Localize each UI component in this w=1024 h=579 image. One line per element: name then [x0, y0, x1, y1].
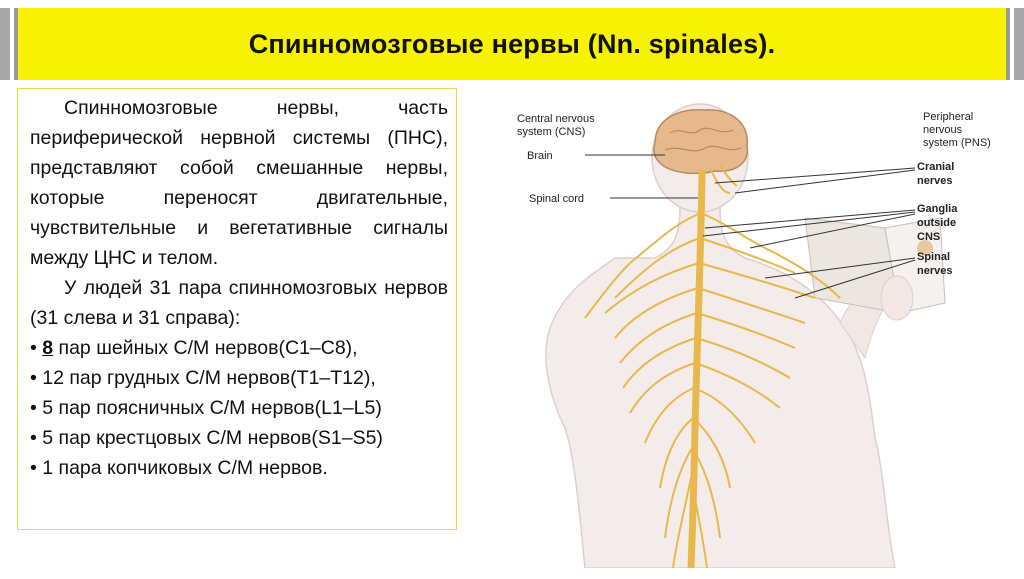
- title-bar: [14, 8, 1010, 80]
- label-pns-3: system (PNS): [923, 137, 991, 149]
- label-ganglia-1: Ganglia: [917, 203, 958, 215]
- label-pns-2: nervous: [923, 124, 963, 136]
- list-item: • 8 пар шейных С/М нервов(С1–С8),: [30, 337, 358, 359]
- label-spinal-nerves-2: nerves: [917, 265, 953, 277]
- label-ganglia-2: outside: [917, 217, 957, 229]
- brain-icon: [654, 110, 748, 174]
- label-pns-1: Peripheral: [923, 111, 974, 123]
- list-item: • 12 пар грудных С/М нервов(Т1–Т12),: [30, 367, 376, 389]
- slide-title: Спинномозговые нервы (Nn. spinales).: [248, 28, 776, 59]
- label-cranial-2: nerves: [917, 175, 953, 187]
- paragraph-count: У людей 31 пара спинномозговых нервов (31 слева и 31 справа):: [30, 277, 448, 329]
- nerve-list: [30, 333, 448, 483]
- list-item: • 5 пар крестцовых С/М нервов(S1–S5): [30, 427, 383, 449]
- list-item: • 1 пара копчиковых С/М нервов.: [30, 457, 328, 479]
- label-spinal-cord: Spinal cord: [529, 193, 585, 205]
- text-box: [17, 88, 457, 530]
- paragraph-intro: Спинномозговые нервы, часть периферической нервной системы (ПНС), представляют собой смешанные нервы, которые переносят двигательные, чувствительные и вегетативные сигналы между ЦНС и телом.: [30, 97, 448, 269]
- hand: [881, 276, 913, 320]
- label-ganglia-3: CNS: [917, 231, 941, 243]
- nervous-system-figure: [505, 98, 1015, 568]
- label-cns-1: Central nervous: [517, 113, 595, 125]
- nervous-system-illustration: [505, 98, 1015, 568]
- label-spinal-nerves-1: Spinal: [917, 251, 951, 263]
- label-brain: Brain: [527, 150, 553, 162]
- label-cns-2: system (CNS): [517, 126, 586, 138]
- list-item: • 5 пар поясничных С/М нервов(L1–L5): [30, 397, 382, 419]
- label-cranial-1: Cranial: [917, 161, 955, 173]
